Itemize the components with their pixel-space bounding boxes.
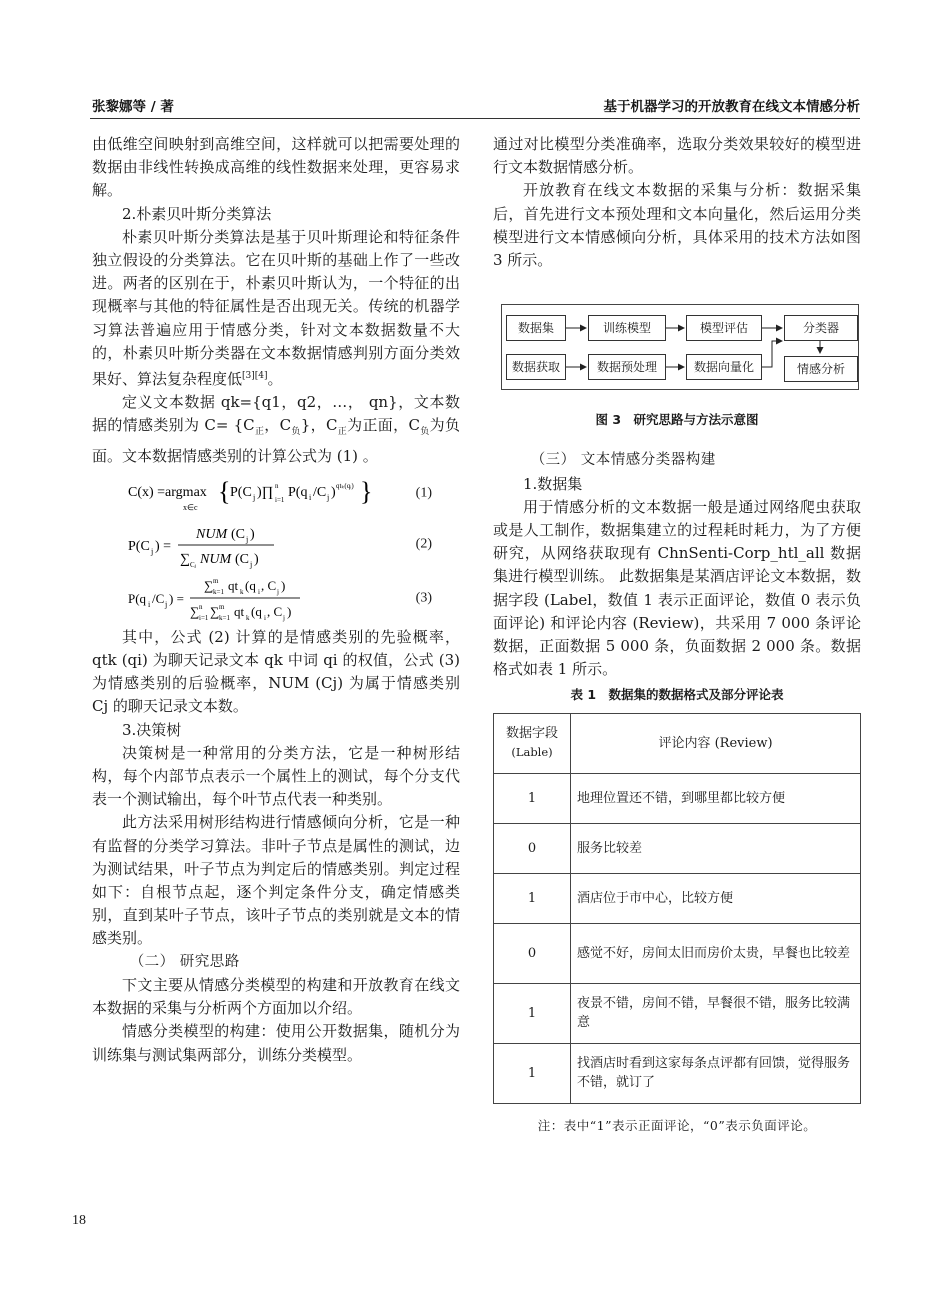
svg-text:k=1: k=1 [219,613,230,622]
svg-text:): ) [331,484,336,500]
table-cell-review: 服务比较差 [571,823,861,873]
table-row [494,983,861,1043]
paragraph-decision-tree-2: 此方法采用树形结构进行情感倾向分析，它是一种有监督的分类学习算法。非叶子节点是属性的测试，边为测试结果，叶子节点为判定后的情感类别。判定过程如下：自根节点起，逐个判定条件分支，确定情感类别，直到某叶子节点，该叶子节点的类别就是文本的情感类别。 [92,813,460,948]
svg-text:): ) [287,603,292,619]
svg-text:) =: ) = [169,590,184,606]
box-classifier: 分类器 [784,315,858,341]
table-cell-label: 0 [494,923,571,983]
svg-text:): ) [254,551,259,567]
svg-text:∑: ∑ [180,551,190,567]
svg-text:m: m [219,602,225,611]
table-cell-review: 地理位置还不错，到哪里都比较方便 [571,773,861,823]
svg-text:j: j [165,599,168,609]
svg-text:j: j [151,546,154,556]
svg-text:k: k [246,613,250,622]
box-preprocessing: 数据预处理 [588,354,666,380]
svg-text:): ) [250,526,255,542]
subheading-decision-tree: 3.决策树 [122,720,182,739]
paragraph-dataset: 用于情感分析的文本数据一般是通过网络爬虫获取或是人工制作，数据集建立的过程耗时耗力，为了方便研究，从网络获取现有 ChnSenti-Corp_htl_all 数据集进行模型训练。 此数据集是某酒店评论文本数据，数据字段 (Label，数值 1 表示正面评论，数值 0 表示负面评论) 和评论内容 (Review)，共采用 7 000 条评论数据，正面数据 5 000 条，负面数据 2 000 条。数据格式如表 1 所示。 [493,497,861,679]
formula-2-graphic [92,518,392,570]
table-caption: 表 1 数据集的数据格式及部分评论表 [570,687,784,703]
svg-text:P(q: P(q [288,484,308,500]
svg-text:j: j [283,613,285,622]
box-data-acquisition: 数据获取 [506,354,566,380]
svg-text:) =: ) = [155,538,172,554]
svg-text:∑: ∑ [190,603,200,619]
svg-text:(q: (q [251,603,262,619]
table-header-label: 数据字段 (Lable) [494,713,571,773]
table-cell-review: 酒店位于市中心，比较方便 [571,873,861,923]
table-cell-label: 1 [494,1043,571,1103]
formula-1-graphic [92,468,392,518]
header-rule [90,118,860,119]
paragraph-naive-bayes: 朴素贝叶斯分类算法是基于贝叶斯理论和特征条件独立假设的分类算法。它在贝叶斯的基础上作了一些改进。两者的区别在于，朴素贝叶斯认为，一个特征的出现概率与其他的特征属性是否出现无关。传统的机器学习算法普遍应用于情感分类，针对文本数据数量不大的，朴素贝叶斯分类器在文本数据情感判别方面分类效果好、算法复杂程度低[3][4]。 [92,227,460,389]
svg-text:qt: qt [228,577,239,593]
svg-text:j: j [277,587,279,596]
svg-text:k: k [240,587,244,596]
svg-text:, C: , C [267,603,283,619]
running-header-title: 基于机器学习的开放教育在线文本情感分析 [603,99,860,115]
table-row [494,823,861,873]
svg-text:/C: /C [152,590,165,606]
svg-text:C(x) =argmax: C(x) =argmax [128,484,207,500]
formula-3-graphic [92,570,392,626]
svg-text:x∈c: x∈c [183,502,198,512]
figure-3-diagram [501,304,859,390]
subheading-naive-bayes: 2.朴素贝叶斯分类算法 [122,204,272,223]
svg-text:qt: qt [234,603,245,619]
left-column [92,133,460,1067]
figure-caption: 图 3 研究思路与方法示意图 [595,412,759,428]
table-cell-label: 1 [494,773,571,823]
formula-number: (3) [415,590,432,606]
section-heading-research: （二） 研究思路 [129,953,240,970]
svg-text:j: j [250,559,253,569]
svg-text:)∏: )∏ [257,484,274,500]
svg-text:i: i [309,492,312,502]
formula-3 [92,570,460,626]
formula-1 [92,468,460,518]
svg-text:{: { [218,476,231,506]
section-heading-classifier: （三） 文本情感分类器构建 [530,452,716,469]
svg-text:(q: (q [245,577,256,593]
formula-number: (2) [415,536,432,552]
box-sentiment-analysis: 情感分析 [784,356,858,382]
paragraph-research-1: 下文主要从情感分类模型的构建和开放教育在线文本数据的采集与分析两个方面加以介绍。 [92,975,460,1018]
svg-text:/C: /C [313,484,327,500]
formula-number: (1) [415,485,432,501]
paragraph-research-2: 情感分类模型的构建：使用公开数据集，随机分为训练集与测试集两部分，训练分类模型。 [92,1022,460,1064]
table-cell-review: 感觉不好，房间太旧而房价太贵，早餐也比较差 [571,923,861,983]
table-cell-label: 1 [494,983,571,1043]
svg-text:P(C: P(C [128,538,150,554]
paragraph: 通过对比模型分类准确率，选取分类效果较好的模型进行文本数据情感分析。 [493,135,861,177]
svg-text:∑: ∑ [210,603,220,619]
svg-text:j: j [246,534,249,544]
table-row [494,873,861,923]
table-row [494,1043,861,1103]
paragraph-definition: 定义文本数据 qk={q1，q2，…， qn}，文本数据的情感类别为 $C= \{C_正$，$C_负$}，$C_正$为正面，$C_负$为负面。文本数据情感类别的计算公式为 (1) 。 [92,393,460,465]
svg-text:i: i [258,587,260,596]
svg-text:Cⱼ: Cⱼ [190,560,196,569]
subheading-dataset: 1.数据集 [523,474,583,493]
table-header-review: 评论内容 (Review) [571,713,861,773]
svg-text:(C: (C [231,526,245,542]
svg-text:i=1: i=1 [275,495,285,504]
svg-text:n: n [199,602,203,611]
svg-text:NUM: NUM [196,526,228,542]
table-header-row [494,713,861,773]
svg-text:qtₖ(qᵢ): qtₖ(qᵢ) [336,481,354,490]
svg-text:j: j [327,492,330,502]
svg-text:n: n [275,481,279,490]
box-train-model: 训练模型 [588,315,666,341]
citation: [3][4] [242,371,268,382]
page-number: 18 [72,1213,86,1228]
paragraph-decision-tree-1: 决策树是一种常用的分类方法，它是一种树形结构，每个内部节点表示一个属性上的测试，每个分支代表一个测试输出，每个叶节点代表一种类别。 [92,743,460,809]
svg-text:∑: ∑ [204,577,214,593]
table-row [494,923,861,983]
table-cell-label: 1 [494,873,571,923]
svg-text:m: m [213,576,219,585]
box-vectorization: 数据向量化 [686,354,762,380]
paragraph: 由低维空间映射到高维空间，这样就可以把需要处理的数据由非线性转换成高维的线性数据来处理，更容易求解。 [92,135,460,200]
table-cell-review: 找酒店时看到这家每条点评都有回馈，觉得服务不错，就订了 [571,1043,861,1103]
data-table [493,713,861,1104]
paragraph-pipeline: 开放教育在线文本数据的采集与分析：数据采集后，首先进行文本预处理和文本向量化，然后运用分类模型进行文本情感倾向分析，具体采用的技术方法如图 3 所示。 [493,181,861,270]
table-row [494,773,861,823]
table-note: 注：表中“1”表示正面评论，“0”表示负面评论。 [537,1117,817,1133]
svg-text:i=1: i=1 [199,613,209,622]
right-column [493,133,861,1137]
svg-text:i: i [148,599,151,609]
svg-text:i: i [264,613,266,622]
formula-2 [92,518,460,570]
svg-text:P(C: P(C [230,484,252,500]
box-model-eval: 模型评估 [686,315,762,341]
svg-text:NUM: NUM [200,551,232,567]
table-cell-label: 0 [494,823,571,873]
table-cell-review: 夜景不错，房间不错，早餐很不错，服务比较满意 [571,983,861,1043]
running-header-authors: 张黎娜等 / 著 [92,99,174,115]
svg-text:j: j [253,492,256,502]
svg-text:): ) [281,577,286,593]
box-dataset: 数据集 [506,315,566,341]
svg-text:P(q: P(q [128,590,147,606]
svg-text:(C: (C [235,551,249,567]
svg-text:k=1: k=1 [213,587,224,596]
paragraph-where: 其中，公式 (2) 计算的是情感类别的先验概率，qtk (qi) 为聊天记录文本 qk 中词 qi 的权值，公式 (3) 为情感类别的后验概率，NUM (Cj) 为属于情感类别 Cj 的聊天记录文本数。 [92,627,460,716]
svg-text:, C: , C [261,577,277,593]
svg-text:}: } [360,476,373,506]
